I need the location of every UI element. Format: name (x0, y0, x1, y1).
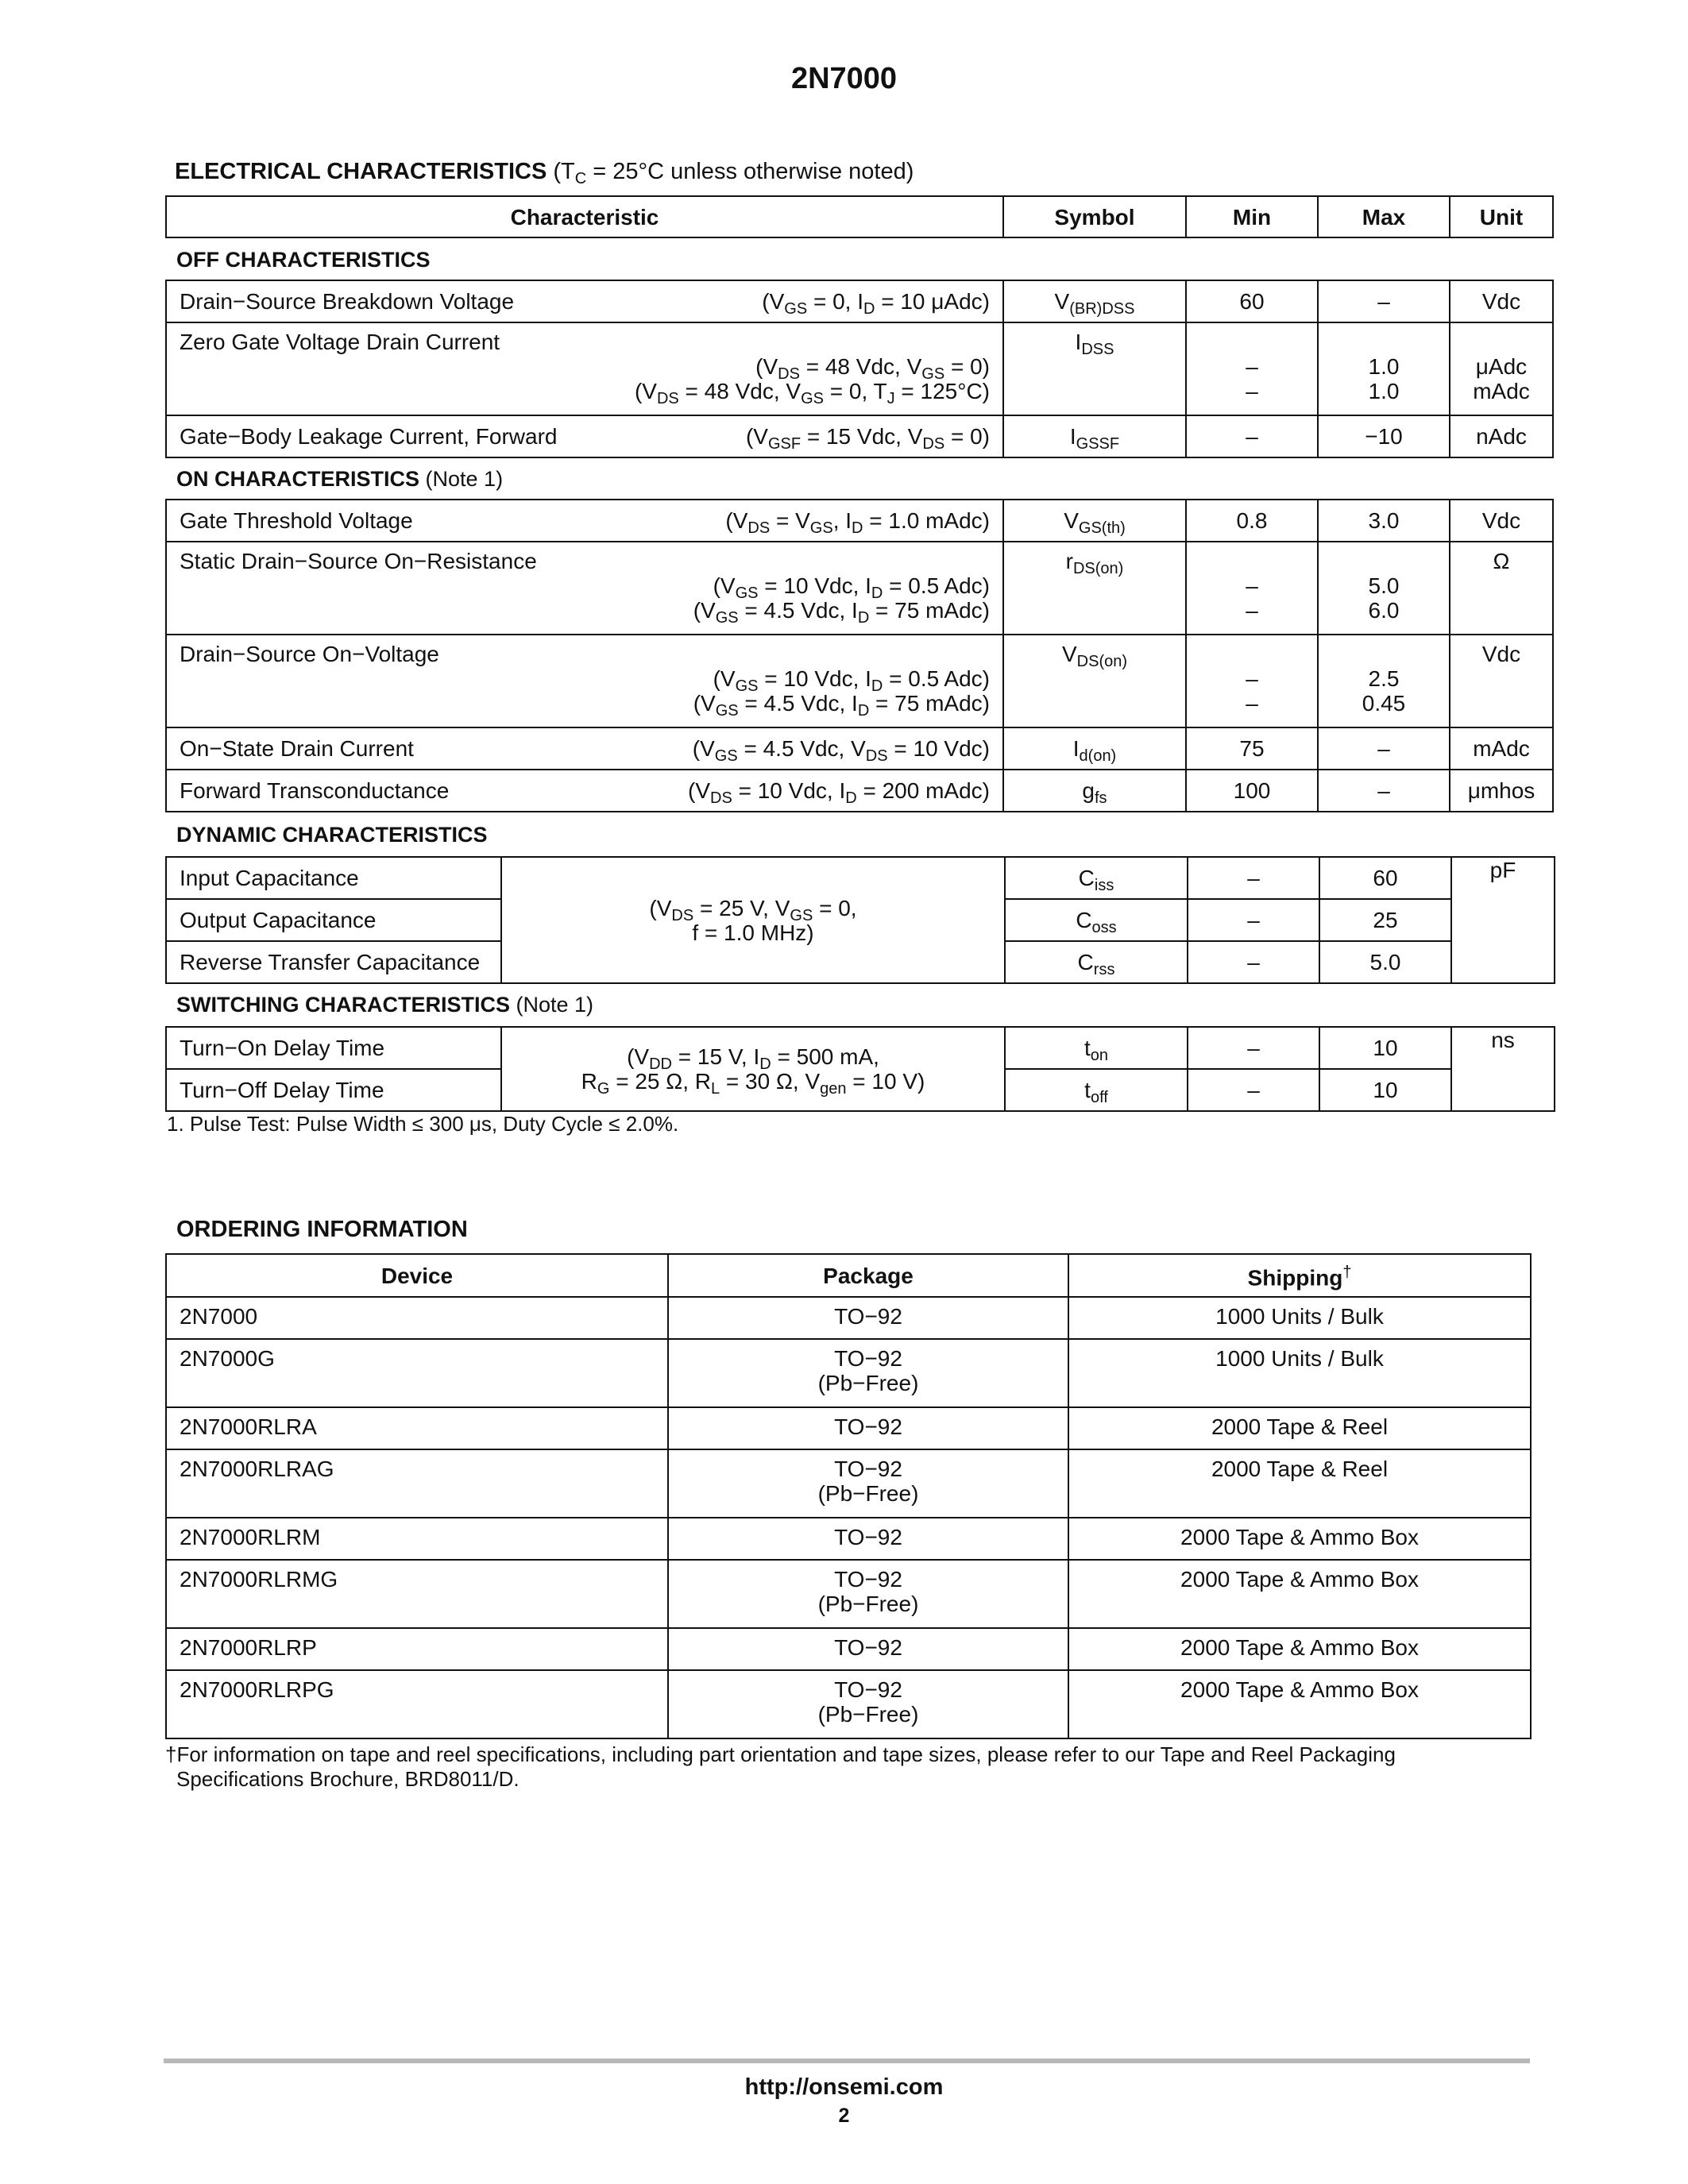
switching-unit: ns (1451, 1027, 1555, 1111)
dynamic-characteristics-label (176, 823, 488, 847)
col-shipping (1068, 1254, 1531, 1297)
igssf-characteristic (166, 415, 1003, 457)
bvdss-symbol: $V_{(BR)DSS}$ (1003, 280, 1186, 322)
table-row (166, 1339, 1531, 1407)
bvdss-unit: Vdc (1450, 280, 1553, 322)
igssf-unit: nAdc (1450, 415, 1553, 457)
table-row (166, 635, 1553, 727)
cond-post: = 25°C (586, 159, 671, 184)
ciss-characteristic: Input Capacitance (166, 857, 501, 899)
rdson-name: Static Drain−Source On−Resistance (180, 549, 537, 573)
electrical-heading-label: ELECTRICAL CHARACTERISTICS (175, 159, 547, 184)
vgsth-name: Gate Threshold Voltage (180, 508, 413, 533)
vgsth-symbol: $V_{GS(th)}$ (1003, 500, 1186, 542)
rdson-characteristic (166, 542, 1003, 635)
electrical-heading (175, 159, 914, 185)
ton-max: 10 (1319, 1027, 1451, 1069)
device-cell: 2N7000RLRA (166, 1407, 668, 1449)
on-note: (Note 1) (425, 467, 504, 491)
toff-max: 10 (1319, 1069, 1451, 1111)
shipping-cell: 2000 Tape & Ammo Box (1068, 1628, 1531, 1670)
package-name: TO−92 (834, 1677, 902, 1702)
rdson-max-2: 6.0 (1368, 598, 1400, 623)
ton-min: – (1188, 1027, 1319, 1069)
bvdss-condition: ($V_{GS} = 0$, $I_D = 10$ μAdc) (762, 289, 990, 318)
col-max: Max (1318, 196, 1450, 237)
shipping-cell: 1000 Units / Bulk (1068, 1339, 1531, 1407)
footer-divider (164, 2059, 1530, 2063)
rdson-max (1318, 542, 1450, 635)
dynamic-table (165, 856, 1555, 984)
toff-characteristic: Turn−Off Delay Time (166, 1069, 501, 1111)
ciss-max: 60 (1319, 857, 1451, 899)
idon-max: – (1318, 727, 1450, 770)
package-cell (668, 1297, 1068, 1339)
col-symbol: Symbol (1003, 196, 1186, 237)
ton-characteristic: Turn−On Delay Time (166, 1027, 501, 1069)
table-row (166, 500, 1553, 542)
device-cell: 2N7000RLRAG (166, 1449, 668, 1518)
package-name: TO−92 (834, 1414, 902, 1439)
idon-symbol: $I_{d(on)}$ (1003, 727, 1186, 770)
idss-unit-1: μAdc (1475, 354, 1528, 379)
dynamic-condition: ($V_{DS} = 25$ V, $V_{GS} = 0$, f = 1.0 MHz) (501, 857, 1005, 983)
package-variant: (Pb−Free) (817, 1481, 919, 1506)
ordering-footnote (165, 1742, 1528, 1792)
idon-min: 75 (1186, 727, 1318, 770)
rdson-min (1186, 542, 1318, 635)
ordering-heading: ORDERING INFORMATION (176, 1217, 468, 1242)
electrical-header-table (165, 195, 1554, 238)
vdson-characteristic (166, 635, 1003, 727)
toff-symbol: $t_{off}$ (1005, 1069, 1188, 1111)
coss-min: – (1188, 899, 1319, 941)
gfs-condition: ($V_{DS} = 10$ Vdc, $I_D = 200$ mAdc) (688, 778, 990, 807)
gfs-max: – (1318, 770, 1450, 812)
bvdss-name: Drain−Source Breakdown Voltage (180, 289, 515, 314)
igssf-condition: ($V_{GSF} = 15$ Vdc, $V_{DS} = 0$) (745, 424, 990, 453)
off-label-text: OFF CHARACTERISTICS (176, 248, 431, 272)
rdson-unit: Ω (1450, 542, 1553, 635)
coss-characteristic: Output Capacitance (166, 899, 501, 941)
igssf-name: Gate−Body Leakage Current, Forward (180, 424, 558, 449)
switching-condition: ($V_{DD} = 15$ V, $I_D = 500$ mA, $R_G = 25$ Ω, $R_L = 30$ Ω, $V_{gen} = 10$ V) (501, 1027, 1005, 1111)
table-row (166, 1628, 1531, 1670)
package-name: TO−92 (834, 1567, 902, 1592)
table-row (166, 857, 1555, 899)
idon-name: On−State Drain Current (180, 736, 414, 761)
off-characteristics-label (176, 248, 431, 272)
col-package: Package (668, 1254, 1068, 1297)
package-cell (668, 1407, 1068, 1449)
idss-max-2: 1.0 (1368, 379, 1400, 403)
vdson-min-2: – (1246, 691, 1258, 716)
page-title: 2N7000 (790, 62, 898, 95)
package-variant: (Pb−Free) (817, 1371, 919, 1395)
dynamic-unit: pF (1451, 857, 1555, 983)
idss-min (1186, 322, 1318, 415)
rdson-condition-1: ($V_{GS} = 10$ Vdc, $I_D = 0.5$ Adc) (713, 573, 990, 602)
package-cell (668, 1339, 1068, 1407)
shipping-cell: 2000 Tape & Reel (1068, 1449, 1531, 1518)
idss-max-1: 1.0 (1368, 354, 1400, 379)
package-variant: (Pb−Free) (817, 1702, 919, 1727)
device-cell: 2N7000 (166, 1297, 668, 1339)
device-cell: 2N7000RLRPG (166, 1670, 668, 1738)
vdson-unit: Vdc (1450, 635, 1553, 727)
on-label-text: ON CHARACTERISTICS (176, 467, 420, 491)
igssf-min: – (1186, 415, 1318, 457)
vdson-name: Drain−Source On−Voltage (180, 642, 439, 666)
shipping-cell: 2000 Tape & Reel (1068, 1407, 1531, 1449)
on-table (165, 499, 1554, 812)
switching-note: (Note 1) (516, 993, 594, 1017)
shipping-label: Shipping (1247, 1265, 1343, 1291)
gfs-characteristic (166, 770, 1003, 812)
ordering-footnote-line1: †For information on tape and reel specifications, including part orientation and tape sizes, please refer to our Tape and Reel Packaging (165, 1742, 1396, 1766)
idon-characteristic (166, 727, 1003, 770)
dagger-mark: † (1342, 1264, 1352, 1282)
col-characteristic: Characteristic (166, 196, 1003, 237)
col-min: Min (1186, 196, 1318, 237)
device-cell: 2N7000RLRM (166, 1518, 668, 1560)
table-row (166, 1518, 1531, 1560)
cond-sub: C (574, 170, 587, 187)
table-row (166, 280, 1553, 322)
dynamic-label-text: DYNAMIC CHARACTERISTICS (176, 823, 488, 847)
package-name: TO−92 (834, 1525, 902, 1549)
rdson-min-1: – (1246, 573, 1258, 598)
crss-symbol: $C_{rss}$ (1005, 941, 1188, 983)
table-row (166, 1407, 1531, 1449)
toff-min: – (1188, 1069, 1319, 1111)
ciss-min: – (1188, 857, 1319, 899)
shipping-cell: 2000 Tape & Ammo Box (1068, 1560, 1531, 1628)
vgsth-condition: ($V_{DS} = V_{GS}$, $I_D = 1.0$ mAdc) (725, 508, 990, 537)
package-name: TO−92 (834, 1346, 902, 1371)
table-row (166, 1560, 1531, 1628)
vgsth-unit: Vdc (1450, 500, 1553, 542)
idss-max (1318, 322, 1450, 415)
table-row (166, 727, 1553, 770)
igssf-symbol: $I_{GSSF}$ (1003, 415, 1186, 457)
pulse-test-footnote: 1. Pulse Test: Pulse Width ≤ 300 μs, Duty Cycle ≤ 2.0%. (167, 1112, 679, 1136)
device-cell: 2N7000G (166, 1339, 668, 1407)
vdson-min (1186, 635, 1318, 727)
table-row (166, 1449, 1531, 1518)
page-number: 2 (838, 2105, 850, 2127)
vdson-max (1318, 635, 1450, 727)
cond-rest: unless otherwise noted) (670, 159, 914, 184)
switching-characteristics-label (176, 993, 593, 1017)
idon-unit: mAdc (1450, 727, 1553, 770)
vdson-max-2: 0.45 (1362, 691, 1406, 716)
electrical-heading-condition (553, 159, 914, 187)
package-variant: (Pb−Free) (817, 1592, 919, 1616)
table-row (166, 415, 1553, 457)
idss-symbol: $I_{DSS}$ (1003, 322, 1186, 415)
vgsth-max: 3.0 (1318, 500, 1450, 542)
device-cell: 2N7000RLRMG (166, 1560, 668, 1628)
coss-max: 25 (1319, 899, 1451, 941)
package-cell (668, 1628, 1068, 1670)
switching-label-text: SWITCHING CHARACTERISTICS (176, 993, 510, 1017)
package-name: TO−92 (834, 1635, 902, 1660)
idss-condition-1: ($V_{DS} = 48$ Vdc, $V_{GS} = 0$) (755, 354, 990, 383)
vdson-symbol: $V_{DS(on)}$ (1003, 635, 1186, 727)
coss-symbol: $C_{oss}$ (1005, 899, 1188, 941)
igssf-max: −10 (1318, 415, 1450, 457)
package-cell (668, 1670, 1068, 1738)
ton-symbol: $t_{on}$ (1005, 1027, 1188, 1069)
idon-condition: ($V_{GS} = 4.5$ Vdc, $V_{DS} = 10$ Vdc) (692, 736, 990, 765)
table-row (166, 322, 1553, 415)
package-cell (668, 1560, 1068, 1628)
gfs-min: 100 (1186, 770, 1318, 812)
cond-pre: (T (553, 159, 575, 184)
package-cell (668, 1449, 1068, 1518)
idss-unit (1450, 322, 1553, 415)
vdson-condition-2: ($V_{GS} = 4.5$ Vdc, $I_D = 75$ mAdc) (693, 691, 990, 720)
table-row (166, 1297, 1531, 1339)
idss-condition-2: ($V_{DS} = 48$ Vdc, $V_{GS} = 0$, $T_J = 125^\circ C$) (634, 379, 990, 407)
col-device: Device (166, 1254, 668, 1297)
bvdss-max: – (1318, 280, 1450, 322)
table-row (166, 770, 1553, 812)
crss-characteristic: Reverse Transfer Capacitance (166, 941, 501, 983)
shipping-cell: 2000 Tape & Ammo Box (1068, 1670, 1531, 1738)
vdson-condition-1: ($V_{GS} = 10$ Vdc, $I_D = 0.5$ Adc) (713, 666, 990, 695)
idss-name: Zero Gate Voltage Drain Current (180, 330, 500, 354)
device-cell: 2N7000RLRP (166, 1628, 668, 1670)
vgsth-characteristic (166, 500, 1003, 542)
rdson-min-2: – (1246, 598, 1258, 623)
on-characteristics-label (176, 467, 503, 492)
shipping-cell: 2000 Tape & Ammo Box (1068, 1518, 1531, 1560)
vgsth-min: 0.8 (1186, 500, 1318, 542)
table-row (166, 1027, 1555, 1069)
crss-max: 5.0 (1319, 941, 1451, 983)
col-unit: Unit (1450, 196, 1553, 237)
rdson-symbol: $r_{DS(on)}$ (1003, 542, 1186, 635)
ordering-table (165, 1253, 1532, 1739)
ciss-symbol: $C_{iss}$ (1005, 857, 1188, 899)
gfs-name: Forward Transconductance (180, 778, 450, 803)
table-row (166, 542, 1553, 635)
ordering-footnote-line2: Specifications Brochure, BRD8011/D. (176, 1767, 520, 1791)
bvdss-characteristic (166, 280, 1003, 322)
switching-table (165, 1026, 1555, 1112)
bvdss-min: 60 (1186, 280, 1318, 322)
package-cell (668, 1518, 1068, 1560)
gfs-unit: μmhos (1450, 770, 1553, 812)
idss-min-2: – (1246, 379, 1258, 403)
idss-unit-2: mAdc (1473, 379, 1530, 403)
crss-min: – (1188, 941, 1319, 983)
shipping-cell: 1000 Units / Bulk (1068, 1297, 1531, 1339)
table-row (166, 1670, 1531, 1738)
idss-characteristic (166, 322, 1003, 415)
vdson-max-1: 2.5 (1368, 666, 1400, 691)
rdson-max-1: 5.0 (1368, 573, 1400, 598)
rdson-condition-2: ($V_{GS} = 4.5$ Vdc, $I_D = 75$ mAdc) (693, 598, 990, 627)
footer-url[interactable]: http://onsemi.com (744, 2074, 944, 2100)
package-name: TO−92 (834, 1457, 902, 1481)
idss-min-1: – (1246, 354, 1258, 379)
gfs-symbol: $g_{fs}$ (1003, 770, 1186, 812)
vdson-min-1: – (1246, 666, 1258, 691)
off-table (165, 280, 1554, 458)
package-name: TO−92 (834, 1304, 902, 1329)
